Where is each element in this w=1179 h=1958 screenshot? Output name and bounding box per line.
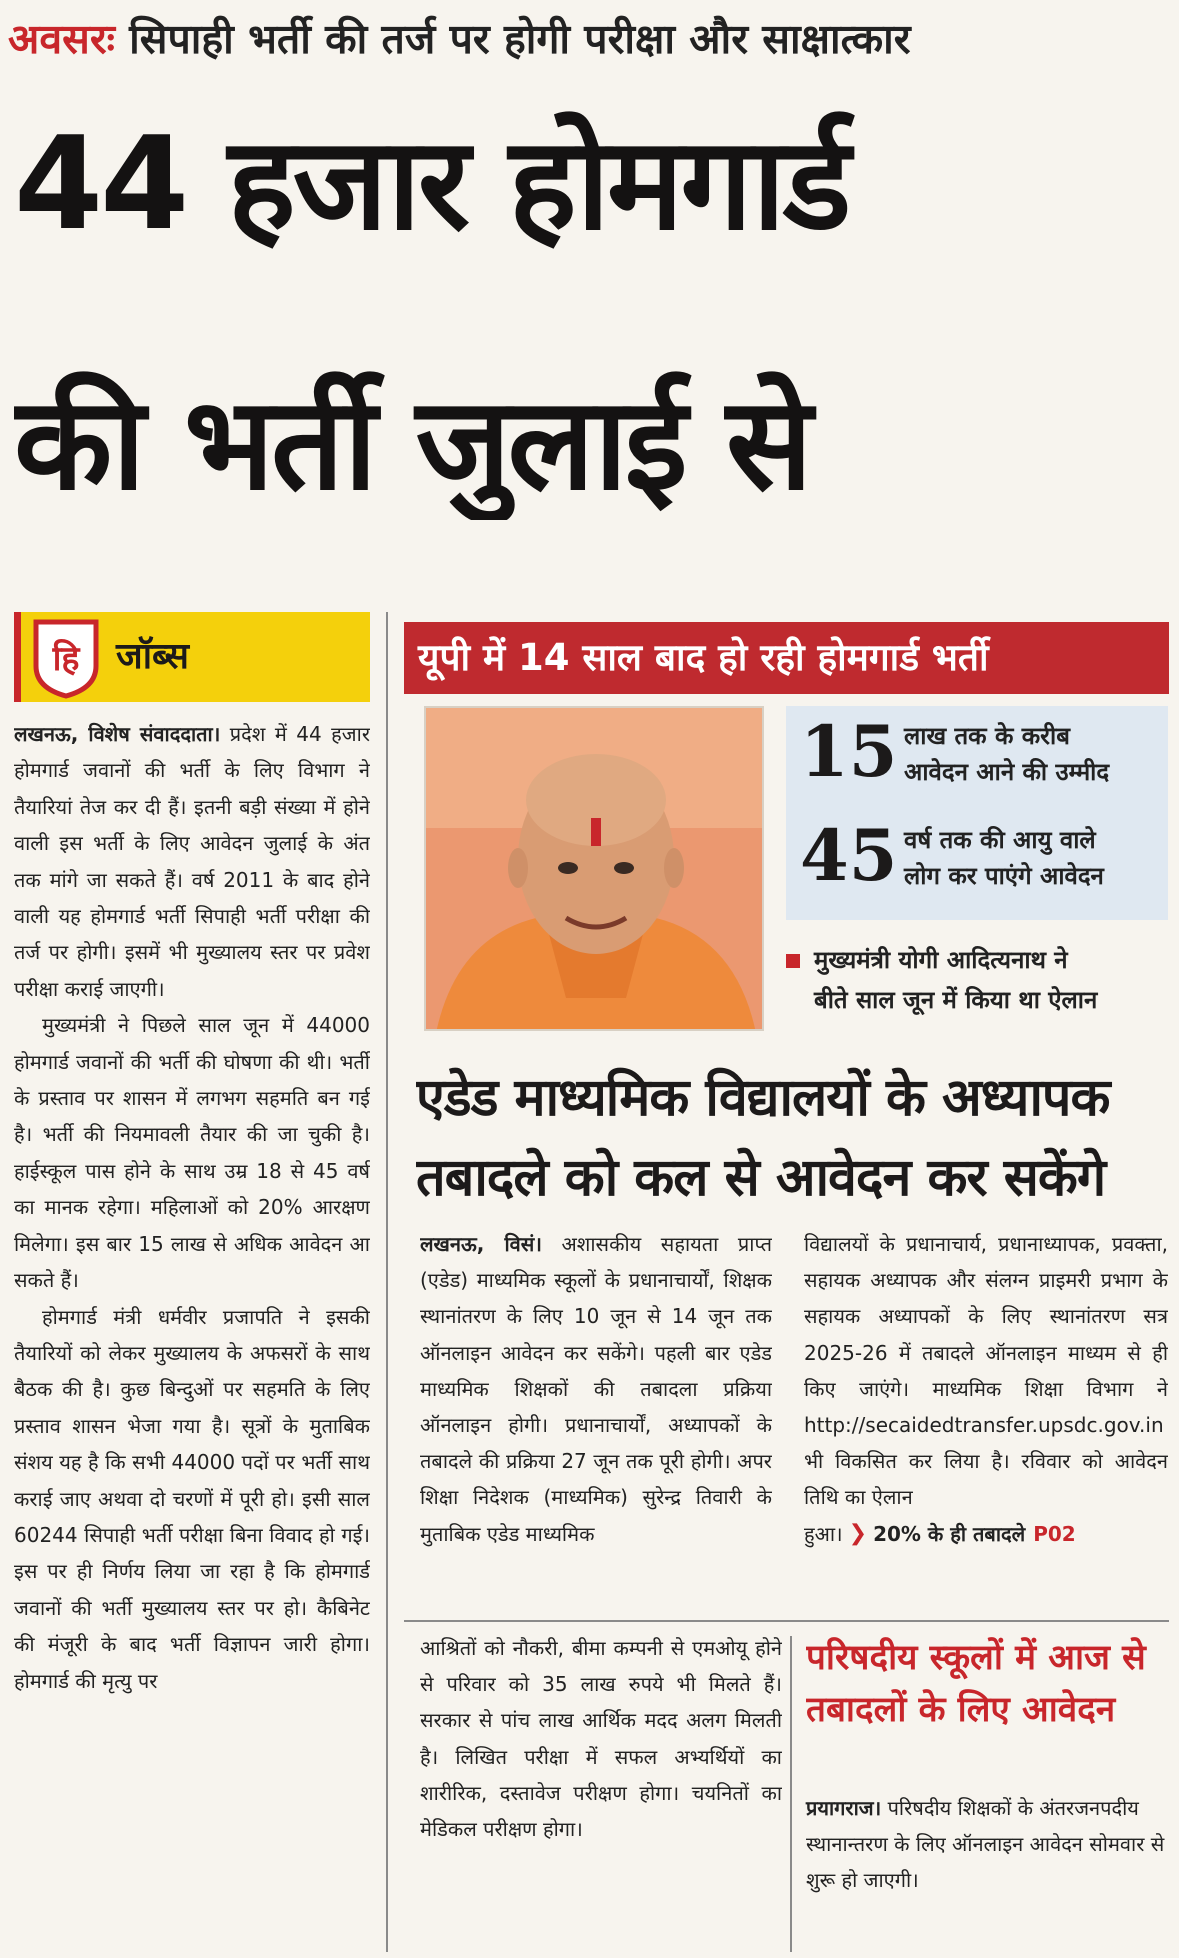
teaser-line — [804, 1516, 1168, 1552]
teaser-text[interactable]: 20% के ही तबादले — [873, 1521, 1026, 1546]
left-article — [14, 716, 370, 1952]
column-divider — [386, 612, 388, 1952]
note-line-2: बीते साल जून में किया था ऐलान — [814, 986, 1098, 1014]
left-paragraph-3: होमगार्ड मंत्री धर्मवीर प्रजापति ने इसकी तैयारियों को लेकर मुख्यालय के अफसरों के साथ बैठक की है। कुछ बिन्दुओं पर सहमति के लिए प्रस्ताव शासन भेजा गया है। सूत्रों के मुताबिक संशय यह है कि सभी 44000 पदों पर भर्ती साथ कराई जाए अथवा दो चरणों में पूरी हो। इसी साल 60244 सिपाही भर्ती परीक्षा बिना विवाद हो गई। इस पर ही निर्णय लिया जा रहा है कि होमगार्ड जवानों की भर्ती मुख्यालय स्तर पर हो। कैबिनेट की मंजूरी के बाद भर्ती विज्ञापन जारी होगा। होमगार्ड की मृत्यु पर — [14, 1304, 370, 1693]
stat-1-number: 15 — [800, 710, 898, 793]
hindustan-logo-icon — [30, 616, 102, 700]
third-headline-line-2: तबादलों के लिए आवेदन — [806, 1690, 1116, 1730]
stat-1-line-1: लाख तक के करीब — [904, 722, 1070, 750]
second-story-column-1 — [420, 1226, 772, 1606]
stat-1-line-2: आवेदन आने की उम्मीद — [904, 758, 1110, 786]
left-paragraph-2: मुख्यमंत्री ने पिछले साल जून में 44000 होमगार्ड जवानों की भर्ती की घोषणा की थी। भर्ती के प्रस्ताव पर शासन में लगभग सहमति बन गई है। भर्ती की नियमावली तैयार की जा चुकी है। हाईस्कूल पास होने के साथ उम्र 18 से 45 वर्ष का मानक रहेगा। महिलाओं को 20% आरक्षण मिलेगा। इस बार 15 लाख से अधिक आवेदन आ सकते हैं। — [14, 1013, 370, 1293]
stat-2-text — [904, 822, 1104, 894]
second-column-end: हुआ। — [804, 1521, 843, 1546]
page-reference[interactable]: P02 — [1033, 1521, 1076, 1546]
third-body-text: परिषदीय शिक्षकों के अंतरजनपदीय स्थानान्तरण के लिए ऑनलाइन आवेदन सोमवार से शुरू हो जाएगी। — [806, 1796, 1165, 1892]
third-dateline: प्रयागराज। — [806, 1796, 882, 1820]
chief-minister-photo — [424, 706, 764, 1031]
left-paragraph-1: प्रदेश में 44 हजार होमगार्ड जवानों की भर्ती के लिए विभाग ने तैयारियां तेज कर दी हैं। इतनी बड़ी संख्या में होने वाली इस भर्ती के लिए आवेदन जुलाई के अंत तक मांगे जा सकते हैं। वर्ष 2011 के बाद होने वाली यह होमगार्ड भर्ती सिपाही भर्ती परीक्षा की तर्ज पर होगी। इसमें भी मुख्यालय स्तर पर प्रवेश परीक्षा कराई जाएगी। — [14, 722, 370, 1001]
portrait-illustration — [426, 708, 764, 1031]
section-tag-label: जॉब्स — [116, 636, 189, 677]
tag-edge — [14, 612, 21, 702]
kicker-text: सिपाही भर्ती की तर्ज पर होगी परीक्षा और साक्षात्कार — [129, 15, 911, 63]
continuation-column — [420, 1630, 782, 1952]
second-column-1-text: अशासकीय सहायता प्राप्त (एडेड) माध्यमिक स्कूलों के प्रधानाचार्यों, शिक्षक स्थानांतरण के लिए 10 जून से 14 जून तक ऑनलाइन आवेदन कर सकेंगे। पहली बार एडेड माध्यमिक शिक्षकों की तबादला प्रक्रिया ऑनलाइन होगी। प्रधानाचार्यों, अध्यापकों के तबादले की प्रक्रिया 27 जून तक पूरी होगी। अपर शिक्षा निदेशक (माध्यमिक) सुरेन्द्र तिवारी के मुताबिक एडेड माध्यमिक — [420, 1232, 772, 1546]
headline-line-1: 44 हजार होमगार्ड — [14, 110, 849, 259]
second-column-2-text: विद्यालयों के प्रधानाचार्य, प्रधानाध्यापक, प्रवक्ता, सहायक अध्यापक और संलग्न प्राइमरी प्रभाग के सहायक अध्यापकों के लिए स्थानांतरण सत्र 2025-26 में तबादले ऑनलाइन माध्यम से ही किए जाएंगे। माध्यमिक शिक्षा विभाग ने http://secaidedtransfer.upsdc.gov.in भी विकसित कर लिया है। रविवार को आवेदन तिथि का ऐलान — [804, 1232, 1168, 1510]
kicker-label: अवसरः — [8, 15, 115, 63]
arrow-right-icon: ❯ — [848, 1520, 868, 1546]
second-headline-line-1: एडेड माध्यमिक विद्यालयों के अध्यापक — [416, 1068, 1110, 1128]
bottom-column-divider — [790, 1636, 792, 1952]
logo-letter: हि — [52, 639, 80, 679]
stat-2-line-2: लोग कर पाएंगे आवेदन — [904, 862, 1104, 890]
red-banner: यूपी में 14 साल बाद हो रही होमगार्ड भर्ती — [404, 622, 1169, 694]
bullet-square-icon — [786, 954, 800, 968]
continuation-text: आश्रितों को नौकरी, बीमा कम्पनी से एमओयू होने से परिवार को 35 लाख रुपये भी मिलते हैं। सरकार से पांच लाख आर्थिक मदद अलग मिलती है। लिखित परीक्षा में सफल अभ्यर्थियों का शारीरिक, दस्तावेज परीक्षण होगा। चयनितों का मेडिकल परीक्षण होगा। — [420, 1636, 782, 1842]
horizontal-divider — [404, 1620, 1169, 1622]
stat-2-line-1: वर्ष तक की आयु वाले — [904, 826, 1096, 854]
announcement-note — [786, 940, 1168, 1030]
third-story-body — [806, 1790, 1172, 1950]
second-story-column-2 — [804, 1226, 1168, 1606]
left-dateline: लखनऊ, विशेष संवाददाता। — [14, 722, 221, 746]
stat-2-number: 45 — [800, 814, 898, 897]
stat-1-text — [904, 718, 1109, 790]
third-headline — [806, 1632, 1172, 1736]
note-line-1: मुख्यमंत्री योगी आदित्यनाथ ने — [814, 946, 1068, 974]
second-headline-line-2: तबादले को कल से आवेदन कर सकेंगे — [416, 1148, 1106, 1208]
third-headline-line-1: परिषदीय स्कूलों में आज से — [806, 1638, 1146, 1678]
kicker — [8, 4, 1173, 74]
headline-line-2: की भर्ती जुलाई से — [14, 370, 810, 519]
stats-box — [786, 706, 1168, 920]
second-dateline: लखनऊ, विसं। — [420, 1232, 542, 1256]
